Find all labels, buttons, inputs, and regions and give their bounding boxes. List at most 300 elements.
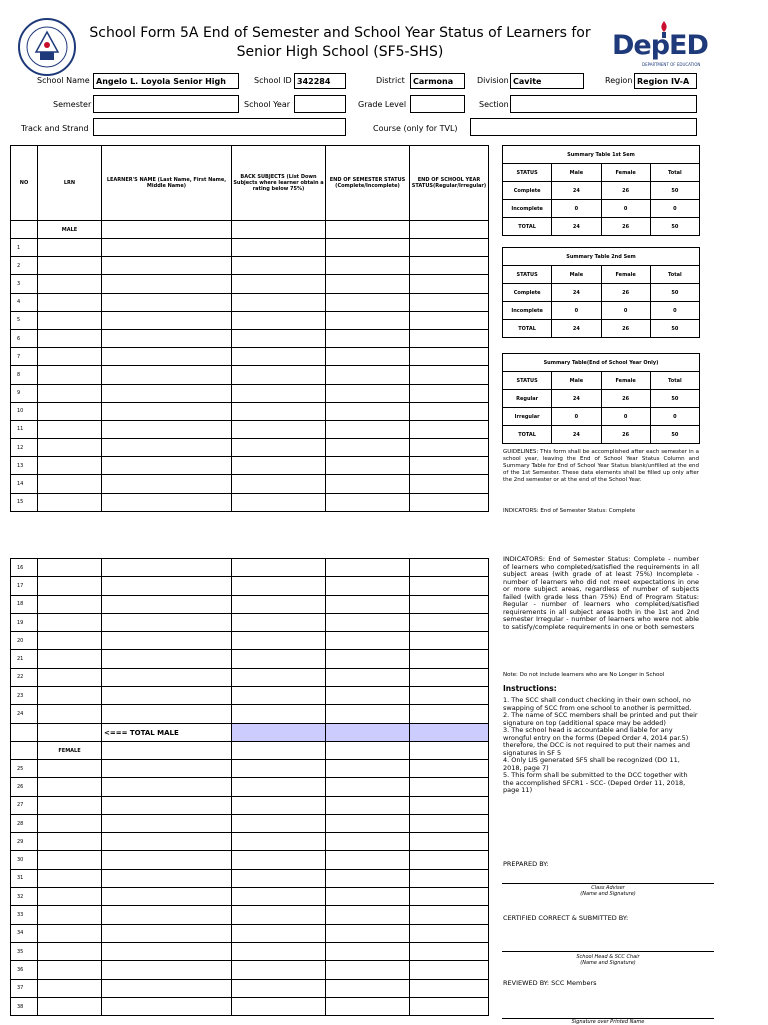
learner-cell[interactable] [102, 311, 232, 329]
summary-2-r1c3: 0 [650, 302, 699, 320]
learner-cell[interactable] [410, 869, 489, 887]
summary-2-r1c0: Incomplete [503, 302, 552, 320]
learner-cell[interactable] [232, 613, 326, 631]
learner-cell[interactable] [410, 439, 489, 457]
summary-3-r2c2: 26 [601, 426, 650, 444]
learner-cell[interactable] [38, 650, 102, 668]
learner-cell[interactable] [102, 705, 232, 723]
learner-cell[interactable] [326, 924, 410, 942]
learner-cell[interactable] [410, 760, 489, 778]
learner-cell[interactable] [232, 906, 326, 924]
learner-cell[interactable] [102, 997, 232, 1015]
row-number: 9 [11, 384, 38, 402]
head-caption [502, 954, 714, 966]
learner-cell[interactable] [326, 348, 410, 366]
learner-cell[interactable] [326, 979, 410, 997]
learner-cell[interactable] [232, 888, 326, 906]
learner-cell[interactable] [326, 778, 410, 796]
learner-cell[interactable] [232, 348, 326, 366]
region-field[interactable]: Region IV-A [634, 73, 697, 89]
summary-1-h1: Male [552, 164, 601, 182]
row-number: 16 [11, 559, 38, 577]
learner-cell[interactable] [38, 402, 102, 420]
learner-cell[interactable] [102, 384, 232, 402]
certified-label: CERTIFIED CORRECT & SUBMITTED BY: [503, 914, 629, 922]
learner-cell[interactable] [102, 632, 232, 650]
learner-cell[interactable] [410, 778, 489, 796]
adviser-caption [502, 885, 714, 897]
guidelines-text: GUIDELINES: This form shall be accomplished after each semester in a school year, leaving the End of School Year Status Column and Summary Table for End of School Year Status blank/unfilled at the end of the 1st Semester. These data elements shall be filled up only after the 2nd semester or at the end of the School Year. [503, 449, 699, 483]
deped-logo [612, 24, 722, 70]
learner-cell[interactable] [232, 577, 326, 595]
learner-cell[interactable] [410, 311, 489, 329]
learner-cell[interactable] [410, 851, 489, 869]
learner-cell[interactable] [326, 595, 410, 613]
summary-2-r2c0: TOTAL [503, 320, 552, 338]
learner-cell[interactable] [102, 668, 232, 686]
row-number: 21 [11, 650, 38, 668]
learner-cell[interactable] [232, 384, 326, 402]
learner-cell[interactable] [38, 888, 102, 906]
district-field[interactable]: Carmona [410, 73, 465, 89]
learner-cell[interactable] [410, 293, 489, 311]
learner-cell[interactable] [102, 293, 232, 311]
summary-1-caption: Summary Table 1st Sem [503, 146, 700, 164]
semester-field[interactable] [93, 95, 239, 113]
learner-cell[interactable] [326, 632, 410, 650]
instruction-item: 1. The SCC shall conduct checking in their own school, no swapping of SCC from one school to another is permitted. [503, 696, 692, 712]
learner-cell[interactable] [102, 833, 232, 851]
learner-cell[interactable] [38, 668, 102, 686]
learner-cell[interactable] [38, 420, 102, 438]
learner-cell[interactable] [326, 687, 410, 705]
learner-cell[interactable] [38, 778, 102, 796]
learner-cell[interactable] [410, 257, 489, 275]
learner-cell[interactable] [326, 366, 410, 384]
course-field[interactable] [470, 118, 697, 136]
summary-3-r2c0: TOTAL [503, 426, 552, 444]
learner-cell[interactable] [326, 997, 410, 1015]
learner-cell[interactable] [38, 559, 102, 577]
learner-cell[interactable] [326, 577, 410, 595]
learner-cell[interactable] [326, 402, 410, 420]
adviser-signature-line[interactable] [502, 883, 714, 884]
learner-cell[interactable] [232, 311, 326, 329]
female-label: FEMALE [38, 742, 102, 760]
learner-row [11, 906, 489, 924]
learner-cell[interactable] [102, 239, 232, 257]
summary-1-h3: Total [650, 164, 699, 182]
learner-row [11, 979, 489, 997]
learner-cell[interactable] [102, 906, 232, 924]
learner-cell[interactable] [38, 384, 102, 402]
summary-2-r1c1: 0 [552, 302, 601, 320]
summary-1-r1c0: Incomplete [503, 200, 552, 218]
learner-cell[interactable] [410, 979, 489, 997]
learner-cell[interactable] [410, 833, 489, 851]
learner-cell[interactable] [410, 961, 489, 979]
summary-3-h3: Total [650, 372, 699, 390]
grade-level-field[interactable] [410, 95, 465, 113]
learner-cell[interactable] [410, 650, 489, 668]
instruction-item: 3. The school head is accountable and liable for any wrongful entry on the forms (Deped Order 4, 2014 par.5) therefore, the DCC is not required to put their names and signatures in SF 5 [503, 726, 691, 757]
region-label: Region [605, 76, 633, 85]
learner-cell[interactable] [38, 439, 102, 457]
learner-cell[interactable] [232, 559, 326, 577]
learner-cell[interactable] [232, 457, 326, 475]
school-year-field[interactable] [294, 95, 346, 113]
learner-cell[interactable] [326, 559, 410, 577]
learner-cell[interactable] [38, 833, 102, 851]
instructions-list [503, 697, 699, 795]
learner-cell[interactable] [38, 366, 102, 384]
row-number: 25 [11, 760, 38, 778]
learner-cell[interactable] [326, 869, 410, 887]
learner-cell[interactable] [38, 348, 102, 366]
summary-2-h0: STATUS [503, 266, 552, 284]
learner-row [11, 439, 489, 457]
learner-cell[interactable] [410, 577, 489, 595]
learner-cell[interactable] [232, 833, 326, 851]
learner-cell[interactable] [102, 687, 232, 705]
learner-cell[interactable] [102, 439, 232, 457]
learner-cell[interactable] [410, 595, 489, 613]
learner-row [11, 650, 489, 668]
learner-row [11, 942, 489, 960]
learner-cell[interactable] [232, 650, 326, 668]
learner-cell[interactable] [232, 439, 326, 457]
summary-1-r2c1: 24 [552, 218, 601, 236]
learner-cell[interactable] [410, 493, 489, 511]
learner-cell[interactable] [232, 942, 326, 960]
learner-cell[interactable] [232, 687, 326, 705]
learner-cell[interactable] [102, 814, 232, 832]
learner-cell[interactable] [102, 942, 232, 960]
learner-cell[interactable] [410, 705, 489, 723]
learner-cell[interactable] [410, 632, 489, 650]
learner-cell[interactable] [102, 851, 232, 869]
learner-cell[interactable] [410, 402, 489, 420]
learner-cell[interactable] [38, 239, 102, 257]
learner-cell[interactable] [326, 888, 410, 906]
reviewed-by-label: REVIEWED BY: SCC Members [503, 979, 597, 987]
summary-3-r0c0: Regular [503, 390, 552, 408]
school-name-field[interactable]: Angelo L. Loyola Senior High [93, 73, 239, 89]
learner-row [11, 924, 489, 942]
learner-cell[interactable] [410, 275, 489, 293]
learner-cell[interactable] [38, 275, 102, 293]
school-id-field[interactable]: 342284 [294, 73, 346, 89]
learner-cell[interactable] [326, 851, 410, 869]
male-label: MALE [38, 221, 102, 239]
learner-cell[interactable] [326, 257, 410, 275]
learner-cell[interactable] [232, 329, 326, 347]
summary-3-h2: Female [601, 372, 650, 390]
learner-cell[interactable] [232, 979, 326, 997]
summary-table-2nd-sem [502, 247, 700, 338]
summary-3-r2c1: 24 [552, 426, 601, 444]
summary-2-r2c3: 50 [650, 320, 699, 338]
col-no-header: NO [11, 146, 38, 221]
learner-cell[interactable] [102, 475, 232, 493]
learner-cell[interactable] [326, 833, 410, 851]
course-label: Course (only for TVL) [373, 124, 458, 133]
learner-cell[interactable] [232, 778, 326, 796]
learner-table-bottom [10, 723, 489, 1016]
learner-cell[interactable] [38, 457, 102, 475]
learner-cell[interactable] [38, 869, 102, 887]
learner-cell[interactable] [38, 997, 102, 1015]
learner-row [11, 778, 489, 796]
learner-cell[interactable] [232, 402, 326, 420]
learner-cell[interactable] [38, 687, 102, 705]
learner-cell[interactable] [38, 924, 102, 942]
learner-cell[interactable] [38, 329, 102, 347]
head-signature-line[interactable] [502, 951, 714, 952]
learner-cell[interactable] [102, 577, 232, 595]
learner-row [11, 402, 489, 420]
learner-cell[interactable] [38, 705, 102, 723]
learner-cell[interactable] [326, 613, 410, 631]
learner-cell[interactable] [410, 924, 489, 942]
learner-cell[interactable] [326, 329, 410, 347]
learner-cell[interactable] [102, 493, 232, 511]
learner-cell[interactable] [232, 796, 326, 814]
learner-cell[interactable] [326, 760, 410, 778]
learner-cell[interactable] [410, 457, 489, 475]
row-number: 8 [11, 366, 38, 384]
learner-cell[interactable] [232, 475, 326, 493]
learner-cell[interactable] [38, 760, 102, 778]
summary-1-r2c2: 26 [601, 218, 650, 236]
learner-cell[interactable] [410, 814, 489, 832]
learner-cell[interactable] [326, 420, 410, 438]
learner-row [11, 613, 489, 631]
row-number: 14 [11, 475, 38, 493]
learner-cell[interactable] [326, 814, 410, 832]
learner-cell[interactable] [232, 420, 326, 438]
learner-cell[interactable] [232, 869, 326, 887]
summary-1-r1c3: 0 [650, 200, 699, 218]
learner-cell[interactable] [102, 559, 232, 577]
learner-cell[interactable] [326, 705, 410, 723]
learner-cell[interactable] [232, 293, 326, 311]
instructions-title: Instructions: [503, 684, 557, 693]
learner-cell[interactable] [102, 420, 232, 438]
learner-table-middle [10, 558, 489, 724]
learner-cell[interactable] [38, 577, 102, 595]
learner-cell[interactable] [232, 257, 326, 275]
row-number: 4 [11, 293, 38, 311]
learner-cell[interactable] [38, 961, 102, 979]
summary-3-r0c3: 50 [650, 390, 699, 408]
row-number: 1 [11, 239, 38, 257]
total-male-back-cell[interactable] [232, 724, 326, 742]
learner-cell[interactable] [410, 997, 489, 1015]
learner-cell[interactable] [326, 384, 410, 402]
learner-cell[interactable] [410, 942, 489, 960]
learner-cell[interactable] [232, 924, 326, 942]
summary-2-r2c2: 26 [601, 320, 650, 338]
learner-cell[interactable] [410, 796, 489, 814]
learner-cell[interactable] [232, 595, 326, 613]
learner-row [11, 577, 489, 595]
learner-cell[interactable] [410, 888, 489, 906]
learner-row [11, 329, 489, 347]
row-number: 27 [11, 796, 38, 814]
section-field[interactable] [510, 95, 697, 113]
note-text: Note: Do not include learners who are No Longer in School [503, 672, 665, 678]
learner-cell[interactable] [38, 493, 102, 511]
learner-cell[interactable] [38, 979, 102, 997]
learner-row [11, 668, 489, 686]
row-number: 6 [11, 329, 38, 347]
learner-cell[interactable] [232, 668, 326, 686]
col-name-header: LEARNER'S NAME (Last Name, First Name, Middle Name) [102, 146, 232, 221]
learner-cell[interactable] [232, 851, 326, 869]
learner-cell[interactable] [102, 796, 232, 814]
summary-1-r2c3: 50 [650, 218, 699, 236]
learner-row [11, 997, 489, 1015]
learner-row [11, 366, 489, 384]
total-male-eosy-cell[interactable] [410, 724, 489, 742]
learner-cell[interactable] [326, 493, 410, 511]
learner-cell[interactable] [410, 366, 489, 384]
row-number: 31 [11, 869, 38, 887]
summary-3-r1c1: 0 [552, 408, 601, 426]
learner-cell[interactable] [38, 796, 102, 814]
learner-cell[interactable] [38, 595, 102, 613]
learner-cell[interactable] [326, 796, 410, 814]
learner-cell[interactable] [232, 961, 326, 979]
learner-row [11, 796, 489, 814]
learner-cell[interactable] [38, 293, 102, 311]
summary-table-end-of-school-year [502, 353, 700, 444]
learner-cell[interactable] [102, 778, 232, 796]
learner-cell[interactable] [410, 906, 489, 924]
learner-row [11, 760, 489, 778]
learner-cell[interactable] [102, 650, 232, 668]
section-label: Section [479, 100, 509, 109]
row-number: 23 [11, 687, 38, 705]
learner-cell[interactable] [410, 475, 489, 493]
learner-cell[interactable] [102, 457, 232, 475]
learner-cell[interactable] [102, 924, 232, 942]
learner-cell[interactable] [102, 402, 232, 420]
summary-2-r1c2: 0 [601, 302, 650, 320]
learner-row [11, 420, 489, 438]
division-field[interactable]: Cavite [510, 73, 584, 89]
learner-cell[interactable] [102, 366, 232, 384]
learner-cell[interactable] [102, 275, 232, 293]
learner-cell[interactable] [326, 439, 410, 457]
learner-cell[interactable] [38, 475, 102, 493]
total-male-eos-cell[interactable] [326, 724, 410, 742]
learner-cell[interactable] [410, 668, 489, 686]
learner-cell[interactable] [232, 493, 326, 511]
learner-cell[interactable] [232, 239, 326, 257]
row-number: 19 [11, 613, 38, 631]
learner-cell[interactable] [326, 311, 410, 329]
summary-table-1st-sem [502, 145, 700, 236]
learner-row [11, 275, 489, 293]
learner-cell[interactable] [232, 275, 326, 293]
learner-cell[interactable] [326, 942, 410, 960]
learner-cell[interactable] [326, 239, 410, 257]
learner-cell[interactable] [232, 760, 326, 778]
learner-cell[interactable] [102, 348, 232, 366]
learner-cell[interactable] [232, 814, 326, 832]
summary-3-r0c2: 26 [601, 390, 650, 408]
learner-cell[interactable] [102, 595, 232, 613]
learner-cell[interactable] [326, 293, 410, 311]
district-label: District [376, 76, 405, 85]
learner-cell[interactable] [326, 650, 410, 668]
learner-cell[interactable] [38, 851, 102, 869]
learner-cell[interactable] [410, 687, 489, 705]
learner-cell[interactable] [232, 705, 326, 723]
learner-cell[interactable] [410, 348, 489, 366]
learner-cell[interactable] [410, 239, 489, 257]
learner-cell[interactable] [326, 961, 410, 979]
learner-cell[interactable] [102, 888, 232, 906]
row-number: 37 [11, 979, 38, 997]
summary-1-h0: STATUS [503, 164, 552, 182]
learner-cell[interactable] [102, 257, 232, 275]
learner-cell[interactable] [410, 613, 489, 631]
title-line-2: Senior High School (SF5-SHS) [236, 44, 444, 60]
learner-cell[interactable] [38, 632, 102, 650]
learner-cell[interactable] [232, 997, 326, 1015]
learner-cell[interactable] [410, 420, 489, 438]
learner-cell[interactable] [102, 329, 232, 347]
row-number: 35 [11, 942, 38, 960]
learner-cell[interactable] [38, 942, 102, 960]
learner-cell[interactable] [326, 475, 410, 493]
row-number: 20 [11, 632, 38, 650]
deped-logo-text: DepED [612, 30, 708, 61]
learner-row [11, 257, 489, 275]
learner-cell[interactable] [232, 366, 326, 384]
learner-table-top [10, 145, 489, 512]
learner-cell[interactable] [102, 760, 232, 778]
learner-cell[interactable] [326, 275, 410, 293]
summary-2-r0c0: Complete [503, 284, 552, 302]
learner-cell[interactable] [410, 329, 489, 347]
learner-cell[interactable] [102, 613, 232, 631]
learner-cell[interactable] [232, 632, 326, 650]
summary-2-caption: Summary Table 2nd Sem [503, 248, 700, 266]
learner-cell[interactable] [326, 668, 410, 686]
learner-cell[interactable] [38, 814, 102, 832]
learner-cell[interactable] [326, 906, 410, 924]
learner-cell[interactable] [410, 384, 489, 402]
learner-cell[interactable] [102, 961, 232, 979]
col-back-subjects-header: BACK SUBJECTS (List Down Subjects where learner obtain a rating below 75%) [232, 146, 326, 221]
learner-cell[interactable] [38, 906, 102, 924]
learner-cell[interactable] [38, 613, 102, 631]
learner-cell[interactable] [326, 457, 410, 475]
learner-cell[interactable] [38, 257, 102, 275]
learner-cell[interactable] [102, 979, 232, 997]
class-adviser-label: Class Adviser [591, 885, 625, 891]
summary-3-r1c0: Irregular [503, 408, 552, 426]
track-strand-field[interactable] [93, 118, 346, 136]
learner-cell[interactable] [102, 869, 232, 887]
learner-cell[interactable] [410, 559, 489, 577]
row-number: 2 [11, 257, 38, 275]
learner-cell[interactable] [38, 311, 102, 329]
